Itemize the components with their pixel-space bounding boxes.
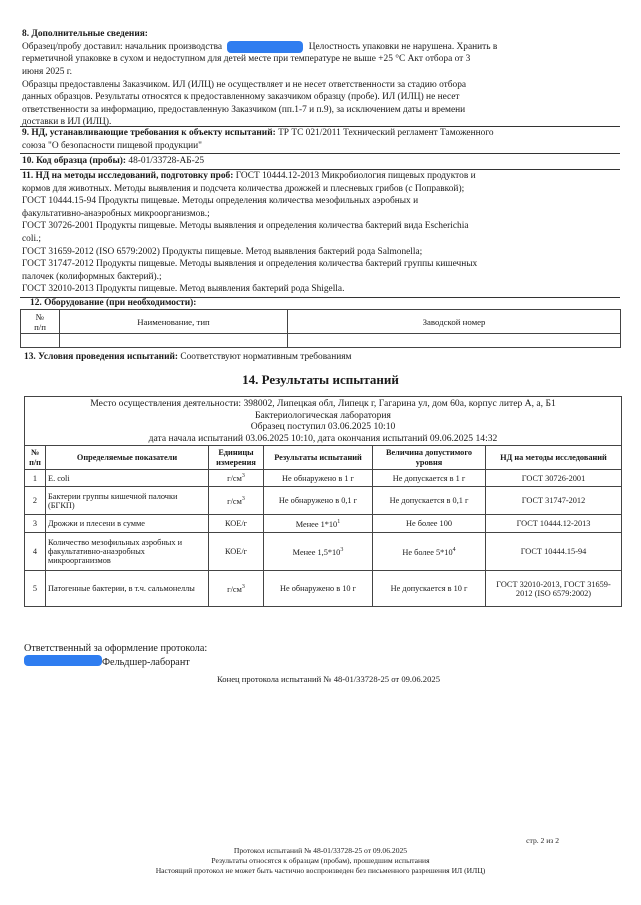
table-row — [25, 533, 622, 571]
method-line: факультативно-анаэробных микроорганизмов.; — [22, 208, 210, 219]
row-result — [264, 533, 373, 571]
protocol-end: Конец протокола испытаний № 48-01/33728-25 от 09.06.2025 — [217, 674, 440, 684]
method-line: кормов для животных. Методы выявления и подсчета количества дрожжей и плесневых грибов (с Поправкой); — [22, 183, 465, 194]
col-limit: Величина допустимого уровня — [373, 446, 486, 470]
row-indicator: Бактерии группы кишечной палочки (БГКП) — [46, 487, 209, 515]
page-number: стр. 2 из 2 — [526, 836, 559, 845]
package-integrity: Целостность упаковки не нарушена. Хранить в — [308, 41, 498, 52]
col-number: № п/п — [25, 446, 46, 470]
result-text: Менее 1,5*10 — [292, 547, 341, 557]
col-result: Результаты испытаний — [264, 446, 373, 470]
row-method: ГОСТ 32010-2013, ГОСТ 31659-2012 (ISO 6579:2002) — [486, 571, 622, 607]
row-indicator: Количество мезофильных аэробных и факультативно-анаэробных микроорганизмов — [46, 533, 209, 571]
unit-exp: 3 — [241, 495, 245, 502]
section-12-title: 12. Оборудование (при необходимости): — [30, 298, 197, 308]
section-8-line-5: данных образцов. Результаты относятся к предоставленному заказчиком образцу (пробе). ИЛ (ИЛЦ) не несет — [22, 92, 460, 103]
table-row — [25, 487, 622, 515]
row-indicator: Патогенные бактерии, в т.ч. сальмонеллы — [46, 571, 209, 607]
row-number: 4 — [25, 533, 46, 571]
method-line: ГОСТ 31659-2012 (ISO 6579:2002) Продукты пищевые. Метод выявления бактерий рода Salmonella; — [22, 246, 423, 257]
equipment-table — [20, 309, 621, 348]
divider — [20, 153, 620, 154]
section-8-line-4: Образцы предоставлены Заказчиком. ИЛ (ИЛЦ) не осуществляет и не несет ответственности за стадию отбора — [22, 79, 467, 90]
row-number: 3 — [25, 515, 46, 533]
row-limit: Не более 100 — [373, 515, 486, 533]
section-11-title: 11. НД на методы исследований, подготовку проб: — [22, 171, 234, 181]
test-dates: дата начала испытаний 03.06.2025 10:10, дата окончания испытаний 09.06.2025 14:32 — [148, 432, 498, 444]
responsible-label: Ответственный за оформление протокола: — [24, 643, 208, 654]
table-cell — [288, 334, 621, 348]
table-cell — [21, 334, 60, 348]
method-line: ГОСТ 32010-2013 Продукты пищевые. Метод выявления бактерий рода Shigella. — [22, 284, 345, 295]
method-line: coli.; — [22, 233, 42, 244]
row-limit — [373, 533, 486, 571]
section-11-line-1 — [22, 170, 622, 183]
method-line: ГОСТ 10444.15-94 Продукты пищевые. Методы определения количества мезофильных аэробных и — [22, 196, 419, 207]
row-result: Не обнаружено в 10 г — [264, 571, 373, 607]
responsible-line — [24, 655, 207, 669]
redacted-name — [227, 41, 303, 53]
delivered-by: Образец/пробу доставил: начальник производства — [22, 41, 223, 52]
row-unit — [209, 571, 264, 607]
redacted-name — [24, 655, 102, 666]
row-number: 5 — [25, 571, 46, 607]
col-name: Наименование, тип — [60, 310, 288, 334]
method-line: ГОСТ 31747-2012 Продукты пищевые. Методы выявления и определения количества бактерий группы кишечных — [22, 259, 478, 270]
method-line: ГОСТ 30726-2001 Продукты пищевые. Методы выявления и определения количества бактерий вида Escherichia — [22, 221, 469, 232]
section-10-title: 10. Код образца (пробы): — [22, 156, 127, 166]
row-limit: Не допускается в 10 г — [373, 571, 486, 607]
col-number-label: № — [35, 311, 45, 322]
section-8 — [22, 28, 622, 129]
row-unit — [209, 470, 264, 487]
section-9-title: 9. НД, устанавливающие требования к объекту испытаний: — [22, 128, 276, 138]
section-9-text: ТР ТС 021/2011 Технический регламент Таможенного — [275, 128, 494, 138]
col-number-label-2: п/п — [34, 321, 46, 332]
row-limit: Не допускается в 0,1 г — [373, 487, 486, 515]
section-10 — [22, 155, 622, 168]
section-8-line-3: июня 2025 г. — [22, 66, 72, 77]
table-row — [25, 515, 622, 533]
unit-text: КОЕ/г — [224, 519, 248, 528]
col-number — [21, 310, 60, 334]
col-indicator: Определяемые показатели — [46, 446, 209, 470]
table-header-row — [21, 310, 621, 334]
table-row — [25, 571, 622, 607]
row-result: Не обнаружено в 1 г — [264, 470, 373, 487]
row-result: Не обнаружено в 0,1 г — [264, 487, 373, 515]
result-exp: 1 — [337, 518, 341, 525]
result-text: Менее 1*10 — [295, 519, 338, 529]
unit-text: г/см — [227, 473, 242, 483]
unit-text: КОЕ/г — [224, 547, 248, 556]
results-table — [24, 445, 622, 607]
section-13-title: 13. Условия проведения испытаний: — [24, 352, 178, 362]
row-indicator: Дрожжи и плесени в сумме — [46, 515, 209, 533]
table-row — [25, 470, 622, 487]
section-9-line-1 — [22, 127, 622, 140]
limit-exp: 4 — [452, 546, 456, 553]
unit-text: г/см — [227, 496, 242, 506]
section-8-title: 8. Дополнительные сведения: — [22, 29, 148, 39]
row-method: ГОСТ 31747-2012 — [486, 487, 622, 515]
row-unit — [209, 533, 264, 571]
row-limit: Не допускается в 1 г — [373, 470, 486, 487]
row-method: ГОСТ 10444.12-2013 — [486, 515, 622, 533]
col-serial: Заводской номер — [288, 310, 621, 334]
method-line: палочек (колиформных бактерий).; — [22, 271, 162, 282]
results-header — [24, 396, 622, 446]
responsible-block — [24, 642, 207, 669]
result-exp: 3 — [340, 546, 344, 553]
sample-code: 48-01/33728-АБ-25 — [128, 156, 205, 166]
limit-text: Не более 5*10 — [402, 547, 453, 557]
section-8-line-7: доставки в ИЛ (ИЛЦ). — [22, 117, 112, 128]
row-result — [264, 515, 373, 533]
footer-line-1: Протокол испытаний № 48-01/33728-25 от 09.06.2025 — [233, 846, 408, 855]
unit-exp: 3 — [241, 583, 245, 590]
responsible-position: Фельдшер-лаборант — [102, 657, 190, 668]
section-11 — [22, 170, 622, 296]
row-unit — [209, 487, 264, 515]
row-method: ГОСТ 30726-2001 — [486, 470, 622, 487]
results-title: 14. Результаты испытаний — [242, 372, 399, 387]
row-number: 1 — [25, 470, 46, 487]
unit-exp: 3 — [241, 473, 245, 480]
section-8-line-6: ответственности за информацию, предоставленную Заказчиком (пп.1-7 и п.9), за исключением даты и времени — [22, 104, 466, 115]
row-unit — [209, 515, 264, 533]
section-8-line-1 — [22, 41, 622, 54]
row-indicator: E. coli — [46, 470, 209, 487]
table-row — [21, 334, 621, 348]
table-cell — [60, 334, 288, 348]
footer-line-2: Результаты относятся к образцам (пробам), прошедшим испытания — [211, 856, 430, 865]
section-9 — [22, 127, 622, 152]
row-number: 2 — [25, 487, 46, 515]
test-conditions: Соответствуют нормативным требованиям — [178, 352, 352, 362]
section-13 — [24, 351, 624, 364]
section-8-line-2: герметичной упаковке в сухом и недоступном для детей месте при температуре не выше +25 °С Акт отбора от 3 — [22, 54, 471, 65]
col-unit: Единицы измерения — [209, 446, 264, 470]
section-9-line-2: союза "О безопасности пищевой продукции" — [22, 140, 202, 151]
row-method: ГОСТ 10444.15-94 — [486, 533, 622, 571]
col-method: НД на методы исследований — [486, 446, 622, 470]
table-header-row — [25, 446, 622, 470]
activity-location: Место осуществления деятельности: 398002, Липецкая обл, Липецк г, Гагарина ул, дом 60а, корпус литер А, а, Б1 — [90, 398, 556, 409]
lab-name: Бактериологическая лаборатория — [255, 409, 391, 421]
footer-line-3: Настоящий протокол не может быть частично воспроизведен без письменного разрешения ИЛ (ИЛЦ) — [155, 866, 486, 875]
method-line: ГОСТ 10444.12-2013 Микробиология пищевых продуктов и — [233, 171, 476, 181]
unit-text: г/см — [227, 584, 242, 594]
sample-received: Образец поступил 03.06.2025 10:10 — [250, 421, 396, 432]
